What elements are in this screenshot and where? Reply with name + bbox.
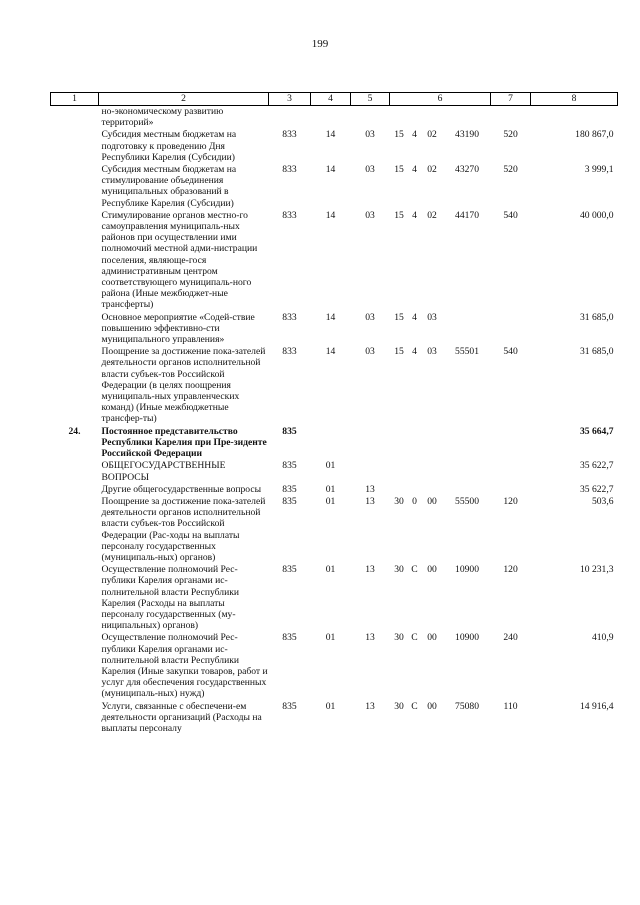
expense-type-code: 540 [503, 346, 518, 358]
table-row [51, 312, 618, 347]
section-code: 14 [325, 209, 336, 221]
ministry-code: 835 [282, 425, 297, 437]
amount: 3 999,1 [584, 164, 614, 176]
section-code: 14 [325, 346, 336, 358]
amount [531, 106, 618, 130]
subsection-code: 13 [365, 495, 375, 507]
activity-code: 00 [427, 495, 437, 507]
activity-code [421, 484, 444, 496]
row-number [51, 312, 99, 347]
row-description: но-экономическому развитию территорий» [101, 106, 224, 129]
direction-code [444, 460, 491, 483]
ministry-code: 833 [282, 209, 297, 221]
activity-code: 03 [427, 311, 437, 323]
table-row [51, 210, 618, 312]
program-code [390, 460, 409, 483]
header-row [51, 93, 618, 106]
subsection-code [351, 106, 390, 130]
subsection-code: 13 [365, 483, 375, 495]
amount: 10 231,3 [579, 564, 614, 576]
expense-type-code [491, 460, 531, 483]
row-number [51, 484, 99, 496]
col-2-header: 2 [99, 93, 269, 106]
row-number [51, 632, 99, 700]
row-description: Поощрение за достижение пока-зателей деятельности органов исполнительной власти субъек-тов Российской Федерации (Рас-ходы на выплаты персоналу государственных (муниципаль-ных) органов) [101, 495, 266, 563]
activity-code: 00 [427, 700, 437, 712]
direction-code: 10900 [455, 632, 480, 644]
section-code [311, 426, 351, 461]
row-description: Стимулирование органов местно-го самоуправления муниципаль-ных районов при осуществлении ими полномочий местной адми-нистрации поселения, являюще-гося административным центром соответствующего муниципаль-ного района (Иные межбюджет-ные трансферты) [101, 209, 258, 311]
program-code: 15 [394, 164, 404, 176]
section-code: 01 [325, 632, 336, 644]
row-number [51, 346, 99, 425]
subsection-code: 03 [365, 311, 375, 323]
ministry-code: 835 [282, 495, 297, 507]
row-number [51, 129, 99, 164]
program-code: 15 [394, 129, 404, 141]
ministry-code: 835 [282, 564, 297, 576]
activity-code [421, 460, 444, 483]
ministry-code: 833 [282, 346, 297, 358]
subprogram-code: С [411, 632, 418, 644]
table-row [51, 346, 618, 425]
row-number [51, 164, 99, 210]
direction-code: 43270 [455, 164, 480, 176]
col-6-header: 6 [390, 93, 491, 106]
ministry-code: 835 [282, 483, 297, 495]
activity-code: 03 [427, 346, 437, 358]
amount: 31 685,0 [579, 311, 614, 323]
ministry-code: 835 [282, 700, 297, 712]
program-code [390, 484, 409, 496]
ministry-code: 833 [282, 311, 297, 323]
section-code: 01 [325, 483, 336, 495]
direction-code [444, 426, 491, 461]
section-code: 01 [325, 564, 336, 576]
row-number [51, 496, 99, 564]
subsection-code: 03 [365, 209, 375, 221]
subprogram-code [409, 106, 421, 130]
row-description: ОБЩЕГОСУДАРСТВЕННЫЕ ВОПРОСЫ [101, 460, 226, 483]
table-row [51, 484, 618, 496]
col-7-header: 7 [491, 93, 531, 106]
direction-code: 75080 [455, 700, 480, 712]
subprogram-code: 4 [412, 164, 417, 176]
table-row [51, 106, 618, 130]
program-code [390, 106, 409, 130]
section-code [311, 106, 351, 130]
row-description: Осуществление полномочий Рес-публики Карелия органами ис-полнительной власти Республики Карелия (Расходы на выплаты персоналу государственных (му-ниципальных) органов) [101, 564, 239, 632]
expense-type-code: 520 [503, 164, 518, 176]
section-code: 01 [325, 495, 336, 507]
expense-type-code [491, 426, 531, 461]
program-code: 30 [394, 700, 404, 712]
row-number [51, 460, 99, 483]
direction-code [444, 484, 491, 496]
program-code: 30 [394, 564, 404, 576]
expense-type-code: 120 [503, 495, 518, 507]
subsection-code [351, 426, 390, 461]
subsection-code: 13 [365, 632, 375, 644]
row-number [51, 701, 99, 736]
program-code: 30 [394, 632, 404, 644]
col-8-header: 8 [531, 93, 618, 106]
expense-type-code: 110 [503, 700, 518, 712]
expense-type-code: 120 [503, 564, 518, 576]
amount: 503,6 [591, 495, 614, 507]
amount: 410,9 [591, 632, 614, 644]
activity-code [421, 106, 444, 130]
col-3-header: 3 [269, 93, 311, 106]
amount: 40 000,0 [579, 209, 614, 221]
direction-code: 43190 [455, 129, 480, 141]
activity-code [421, 426, 444, 461]
activity-code: 00 [427, 632, 437, 644]
table-row [51, 564, 618, 632]
budget-table [50, 92, 618, 735]
activity-code: 00 [427, 564, 437, 576]
row-number [51, 564, 99, 632]
row-description: Другие общегосударственные вопросы [101, 483, 262, 495]
expense-type-code [491, 106, 531, 130]
expense-type-code [491, 312, 531, 347]
row-number [51, 106, 99, 130]
row-description: Постоянное представительство Республики Карелия при Пре-зиденте Российской Федерации [101, 425, 267, 460]
row-description: Осуществление полномочий Рес-публики Карелия органами ис-полнительной власти Республики Карелия (Иные закупки товаров, работ и услуг для обеспечения государственных (муниципаль-ных) нужд) [101, 632, 268, 700]
direction-code [444, 106, 491, 130]
amount: 31 685,0 [579, 346, 614, 358]
subprogram-code: 4 [412, 311, 417, 323]
amount: 14 916,4 [579, 700, 614, 712]
program-code: 15 [394, 209, 404, 221]
activity-code: 02 [427, 164, 437, 176]
table-row [51, 129, 618, 164]
subprogram-code: 0 [412, 495, 417, 507]
col-1-header: 1 [51, 93, 99, 106]
direction-code: 44170 [455, 209, 480, 221]
subprogram-code: 4 [412, 129, 417, 141]
direction-code: 10900 [455, 564, 480, 576]
table-row [51, 164, 618, 210]
row-description: Услуги, связанные с обеспечени-ем деятельности организаций (Расходы на выплаты персоналу [101, 700, 262, 734]
subprogram-code: С [411, 564, 418, 576]
table-row [51, 426, 618, 461]
table-row [51, 496, 618, 564]
subprogram-code [409, 460, 421, 483]
amount: 35 622,7 [579, 483, 614, 495]
row-description: Субсидия местным бюджетам на подготовку к проведению Дня Республики Карелия (Субсидии) [101, 129, 237, 163]
subsection-code: 13 [365, 564, 375, 576]
direction-code: 55501 [455, 346, 480, 358]
activity-code: 02 [427, 209, 437, 221]
ministry-code: 835 [282, 460, 297, 472]
section-code: 01 [325, 460, 336, 472]
subsection-code [351, 460, 390, 483]
row-description: Основное мероприятие «Содей-ствие повышению эффективно-сти муниципального управления» [101, 311, 255, 346]
program-code [390, 426, 409, 461]
section-code: 14 [325, 164, 336, 176]
subprogram-code [409, 426, 421, 461]
subprogram-code [409, 484, 421, 496]
amount: 35 622,7 [579, 460, 614, 472]
row-number [51, 210, 99, 312]
expense-type-code: 240 [503, 632, 518, 644]
program-code: 15 [394, 311, 404, 323]
row-description: Поощрение за достижение пока-зателей деятельности органов исполнительной власти субъек-тов Российской Федерации (в целях поощрения муниципаль-ных управленческих команд) (Иные межбюджетные трансфер-ты) [101, 346, 266, 425]
section-code: 01 [325, 700, 336, 712]
amount: 35 664,7 [579, 425, 614, 437]
expense-type-code: 520 [503, 129, 518, 141]
ministry-code: 835 [282, 632, 297, 644]
direction-code [444, 312, 491, 347]
subprogram-code: С [411, 700, 418, 712]
expense-type-code: 540 [503, 209, 518, 221]
page-number: 199 [311, 38, 329, 50]
subprogram-code: 4 [412, 346, 417, 358]
table-row [51, 632, 618, 700]
table-row [51, 701, 618, 736]
activity-code: 02 [427, 129, 437, 141]
ministry-code: 833 [282, 164, 297, 176]
row-number: 24. [68, 425, 81, 437]
row-description: Субсидия местным бюджетам на стимулирование объединения муниципальных образований в Республике Карелия (Субсидии) [101, 164, 237, 209]
subsection-code: 03 [365, 164, 375, 176]
table-row [51, 460, 618, 483]
program-code: 30 [394, 495, 404, 507]
direction-code: 55500 [455, 495, 480, 507]
subsection-code: 03 [365, 346, 375, 358]
subprogram-code: 4 [412, 209, 417, 221]
amount: 180 867,0 [575, 129, 614, 141]
ministry-code [269, 106, 311, 130]
col-5-header: 5 [351, 93, 390, 106]
subsection-code: 03 [365, 129, 375, 141]
ministry-code: 833 [282, 129, 297, 141]
section-code: 14 [325, 311, 336, 323]
subsection-code: 13 [365, 700, 375, 712]
program-code: 15 [394, 346, 404, 358]
col-4-header: 4 [311, 93, 351, 106]
section-code: 14 [325, 129, 336, 141]
expense-type-code [491, 484, 531, 496]
